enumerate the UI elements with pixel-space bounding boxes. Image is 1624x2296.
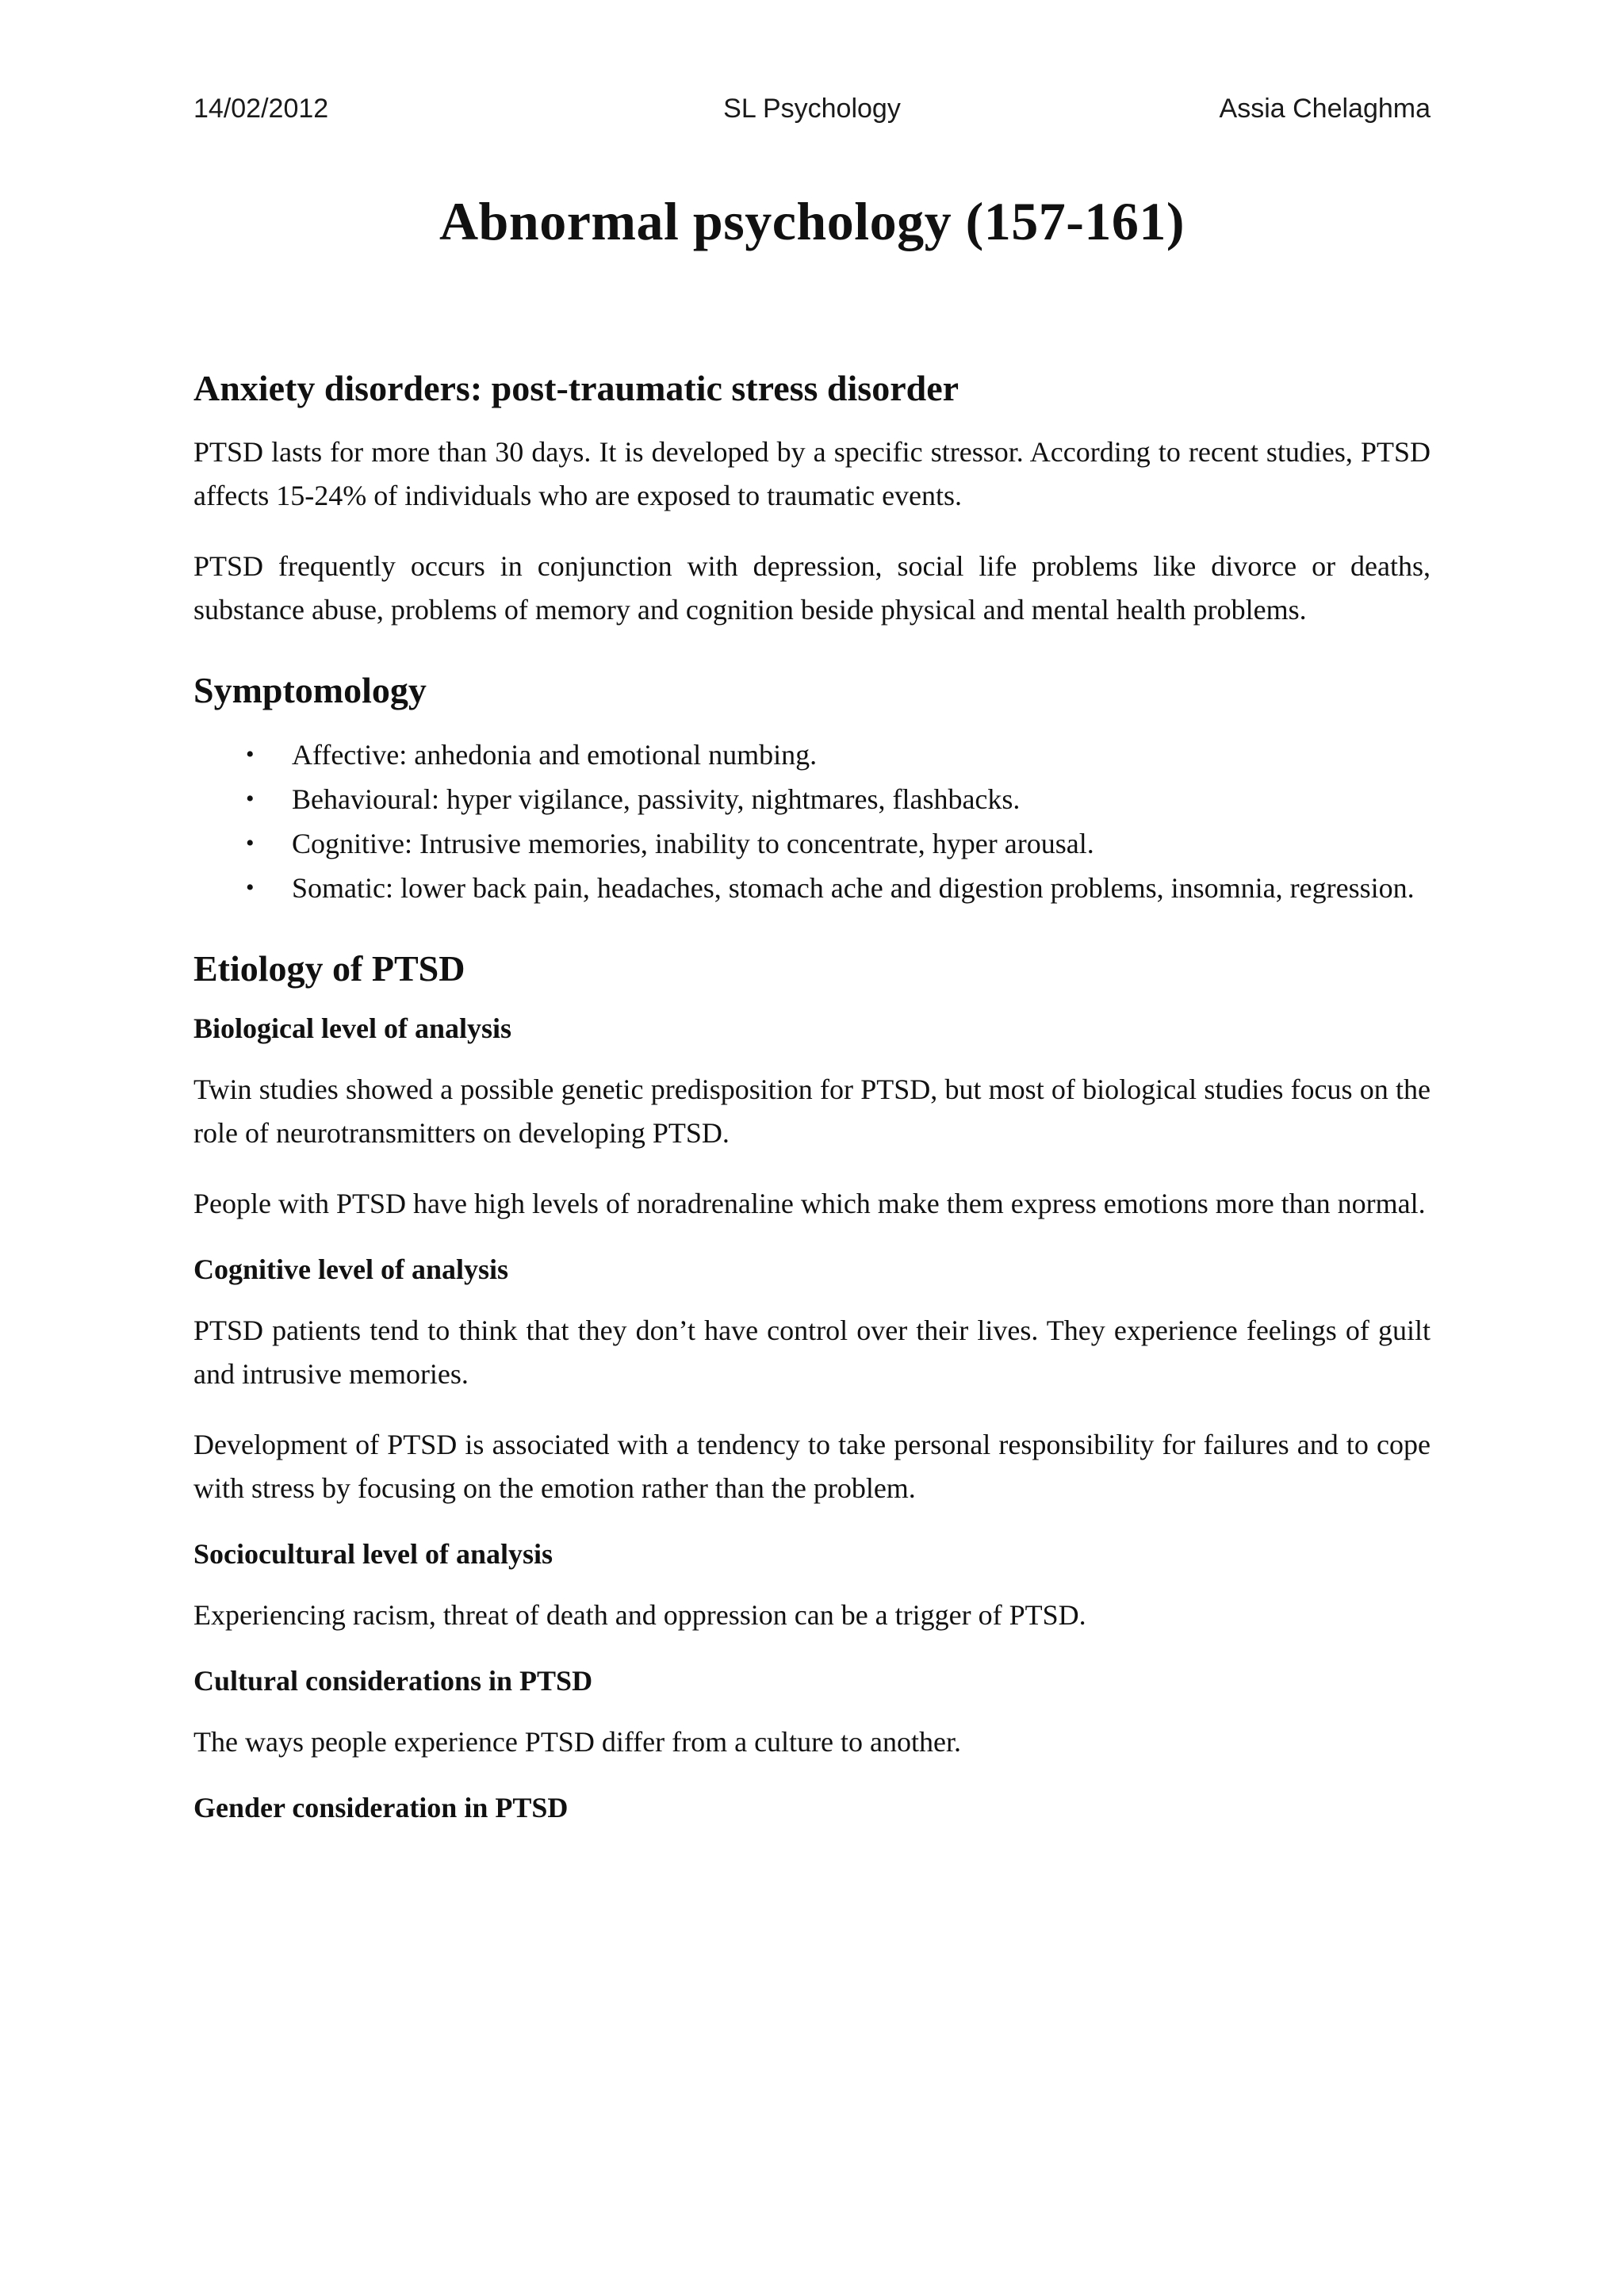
list-item bbox=[193, 866, 1431, 910]
header-course: SL Psychology bbox=[723, 94, 901, 124]
section-heading-etiology: Etiology of PTSD bbox=[193, 948, 465, 989]
header-author: Assia Chelaghma bbox=[1219, 94, 1431, 124]
subheading-biological: Biological level of analysis bbox=[193, 1012, 511, 1044]
anxiety-paragraph-2: PTSD frequently occurs in conjunction with depression, social life problems like divorce or deaths, substance abuse, problems of memory and cognition beside physical and mental health problems. bbox=[193, 550, 1431, 626]
symptom-text: Behavioural: hyper vigilance, passivity, nightmares, flashbacks. bbox=[292, 783, 1021, 816]
list-item bbox=[193, 821, 1431, 866]
bullet-icon: • bbox=[246, 786, 255, 813]
anxiety-paragraph-1: PTSD lasts for more than 30 days. It is developed by a specific stressor. According to recent studies, PTSD affects 15-24% of individuals who are exposed to traumatic events. bbox=[193, 436, 1431, 512]
cultural-paragraph-1: The ways people experience PTSD differ from a culture to another. bbox=[193, 1726, 961, 1758]
section-heading-anxiety: Anxiety disorders: post-traumatic stress disorder bbox=[193, 368, 959, 408]
symptom-text: Affective: anhedonia and emotional numbing. bbox=[292, 739, 818, 771]
bullet-icon: • bbox=[246, 874, 255, 901]
section-heading-symptomology: Symptomology bbox=[193, 670, 427, 711]
biological-paragraph-1: Twin studies showed a possible genetic predisposition for PTSD, but most of biological studies focus on the role of neurotransmitters on developing PTSD. bbox=[193, 1073, 1431, 1149]
bullet-icon: • bbox=[246, 741, 255, 768]
cognitive-paragraph-2: Development of PTSD is associated with a tendency to take personal responsibility for failures and to cope with stress by focusing on the emotion rather than the problem. bbox=[193, 1428, 1431, 1504]
symptom-text: Somatic: lower back pain, headaches, stomach ache and digestion problems, insomnia, regression. bbox=[292, 872, 1415, 905]
biological-paragraph-2: People with PTSD have high levels of noradrenaline which make them express emotions more than normal. bbox=[193, 1187, 1426, 1219]
sociocultural-paragraph-1: Experiencing racism, threat of death and oppression can be a trigger of PTSD. bbox=[193, 1599, 1086, 1632]
subheading-gender: Gender consideration in PTSD bbox=[193, 1792, 569, 1824]
header-date: 14/02/2012 bbox=[193, 94, 329, 124]
document-body bbox=[193, 366, 1431, 1848]
symptom-list bbox=[193, 733, 1431, 910]
subheading-cognitive: Cognitive level of analysis bbox=[193, 1253, 508, 1285]
list-item bbox=[193, 733, 1431, 777]
list-item bbox=[193, 777, 1431, 821]
subheading-cultural: Cultural considerations in PTSD bbox=[193, 1665, 593, 1697]
bullet-icon: • bbox=[246, 830, 255, 857]
document-title: Abnormal psychology (157-161) bbox=[439, 191, 1185, 251]
running-header bbox=[193, 94, 1431, 133]
subheading-sociocultural: Sociocultural level of analysis bbox=[193, 1537, 553, 1570]
symptom-text: Cognitive: Intrusive memories, inability to concentrate, hyper arousal. bbox=[292, 828, 1094, 860]
cognitive-paragraph-1: PTSD patients tend to think that they don’t have control over their lives. They experience feelings of guilt and intrusive memories. bbox=[193, 1314, 1431, 1390]
